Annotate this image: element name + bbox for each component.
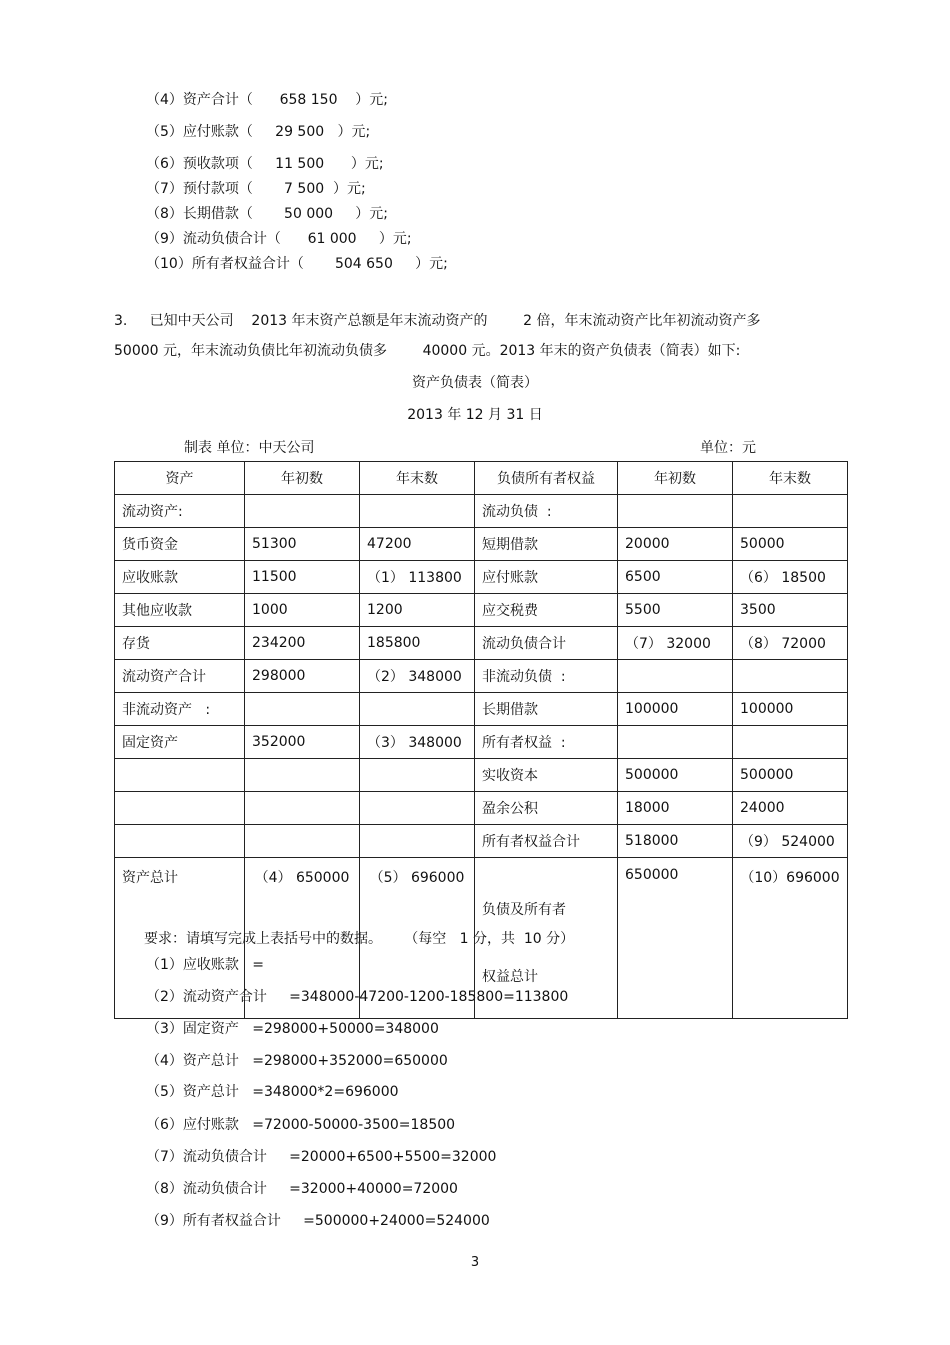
solution-line: （1）应收账款 = [146,957,264,973]
table-cell: 100000 [733,693,848,726]
table-header-row [115,462,848,495]
table-date: 2013 年 12 月 31 日 [407,407,543,423]
table-row [115,495,848,528]
table-row [115,627,848,660]
table-cell [115,825,245,858]
table-cell: 流动负债 : [475,495,618,528]
table-cell: 应付账款 [475,561,618,594]
table-cell: 流动资产合计 [115,660,245,693]
header-cell: 资产 [115,462,245,495]
answer-line-10: （10）所有者权益合计（ 504 650 ）元; [146,256,448,272]
table-cell [115,792,245,825]
table-cell: （5） 696000 [360,858,475,1019]
table-cell [245,792,360,825]
table-cell: （4） 650000 [245,858,360,1019]
question-line-2: 50000 元，年末流动负债比年初流动负债多 40000 元。2013 年末的资产负债表（简表）如下: [114,343,741,359]
table-cell: 5500 [618,594,733,627]
table-cell: 长期借款 [475,693,618,726]
table-cell: 非流动资产 : [115,693,245,726]
table-cell: （9） 524000 [733,825,848,858]
header-cell: 年初数 [245,462,360,495]
table-cell: 盈余公积 [475,792,618,825]
table-maker: 制表 单位：中天公司 [184,440,315,456]
solution-line: （4）资产总计 =298000+352000=650000 [146,1053,448,1069]
table-cell: 51300 [245,528,360,561]
header-cell: 年末数 [360,462,475,495]
table-row [115,792,848,825]
table-cell: 所有者权益合计 [475,825,618,858]
table-cell: 185800 [360,627,475,660]
table-row [115,825,848,858]
table-cell: （7） 32000 [618,627,733,660]
table-cell: 100000 [618,693,733,726]
solution-line: （8）流动负债合计 =32000+40000=72000 [146,1181,458,1197]
table-row [115,561,848,594]
solution-line: （7）流动负债合计 =20000+6500+5500=32000 [146,1149,497,1165]
page-number: 3 [470,1255,480,1270]
table-cell: （2） 348000 [360,660,475,693]
table-cell: （6） 18500 [733,561,848,594]
table-cell: 固定资产 [115,726,245,759]
table-cell: （8） 72000 [733,627,848,660]
table-cell [360,792,475,825]
table-cell [360,825,475,858]
total-label-line-1: 负债及所有者 [482,902,566,918]
table-row [115,528,848,561]
table-cell: 20000 [618,528,733,561]
table-unit: 单位：元 [700,440,756,456]
table-row [115,660,848,693]
table-cell: 50000 [733,528,848,561]
header-cell: 负债所有者权益 [475,462,618,495]
solution-line: （5）资产总计 =348000*2=696000 [146,1084,399,1100]
header-cell: 年初数 [618,462,733,495]
answer-line-5: （5）应付账款（ 29 500 ）元; [146,124,371,140]
table-cell [360,495,475,528]
table-cell: 47200 [360,528,475,561]
table-cell: 518000 [618,825,733,858]
answer-line-7: （7）预付款项（ 7 500 ）元; [146,181,366,197]
table-cell: 应交税费 [475,594,618,627]
table-cell: 298000 [245,660,360,693]
table-cell: 6500 [618,561,733,594]
table-cell: 短期借款 [475,528,618,561]
table-cell [618,660,733,693]
solution-line: （2）流动资产合计 =348000-47200-1200-185800=113800 [146,989,569,1005]
table-cell: 实收资本 [475,759,618,792]
table-title: 资产负债表（简表） [412,375,538,391]
table-cell: 资产总计 [115,858,245,1019]
table-cell [115,759,245,792]
table-cell: 所有者权益 : [475,726,618,759]
table-cell [733,660,848,693]
table-cell: 其他应收款 [115,594,245,627]
table-cell [360,759,475,792]
table-cell: 11500 [245,561,360,594]
table-cell: （3） 348000 [360,726,475,759]
table-cell: （10）696000 [733,858,848,1019]
solution-line: （6）应付账款 =72000-50000-3500=18500 [146,1117,456,1133]
table-row [115,759,848,792]
table-cell [733,726,848,759]
table-cell: 500000 [618,759,733,792]
table-cell [618,726,733,759]
table-cell [618,495,733,528]
table-cell [245,495,360,528]
table-cell: 3500 [733,594,848,627]
table-cell: 352000 [245,726,360,759]
table-cell [360,693,475,726]
table-cell [245,825,360,858]
requirement-text: 要求：请填写完成上表括号中的数据。 （每空 1 分，共 10 分） [144,931,575,947]
table-cell: 18000 [618,792,733,825]
table-row [115,726,848,759]
answer-line-4: （4）资产合计（ 658 150 ）元; [146,92,389,108]
table-cell: 1200 [360,594,475,627]
table-cell: 234200 [245,627,360,660]
table-cell: 非流动负债 : [475,660,618,693]
solution-line: （3）固定资产 =298000+50000=348000 [146,1021,439,1037]
answer-line-9: （9）流动负债合计（ 61 000 ）元; [146,231,412,247]
table-cell: （1） 113800 [360,561,475,594]
answer-line-8: （8）长期借款（ 50 000 ）元; [146,206,389,222]
table-cell: 货币资金 [115,528,245,561]
table-cell: 24000 [733,792,848,825]
header-cell: 年末数 [733,462,848,495]
table-cell: 流动负债合计 [475,627,618,660]
table-cell: 应收账款 [115,561,245,594]
table-cell: 流动资产: [115,495,245,528]
question-line-1: 3. 已知中天公司 2013 年末资产总额是年末流动资产的 2 倍，年末流动资产比年初流动资产多 [114,313,761,329]
table-cell [245,693,360,726]
table-cell: 650000 [618,858,733,1019]
answer-line-6: （6）预收款项（ 11 500 ）元; [146,156,384,172]
table-row [115,693,848,726]
solution-line: （9）所有者权益合计 =500000+24000=524000 [146,1213,490,1229]
table-cell: 1000 [245,594,360,627]
table-cell: 存货 [115,627,245,660]
total-label-line-2: 权益总计 [482,969,538,985]
table-cell [245,759,360,792]
table-cell [733,495,848,528]
table-row [115,594,848,627]
table-cell: 500000 [733,759,848,792]
